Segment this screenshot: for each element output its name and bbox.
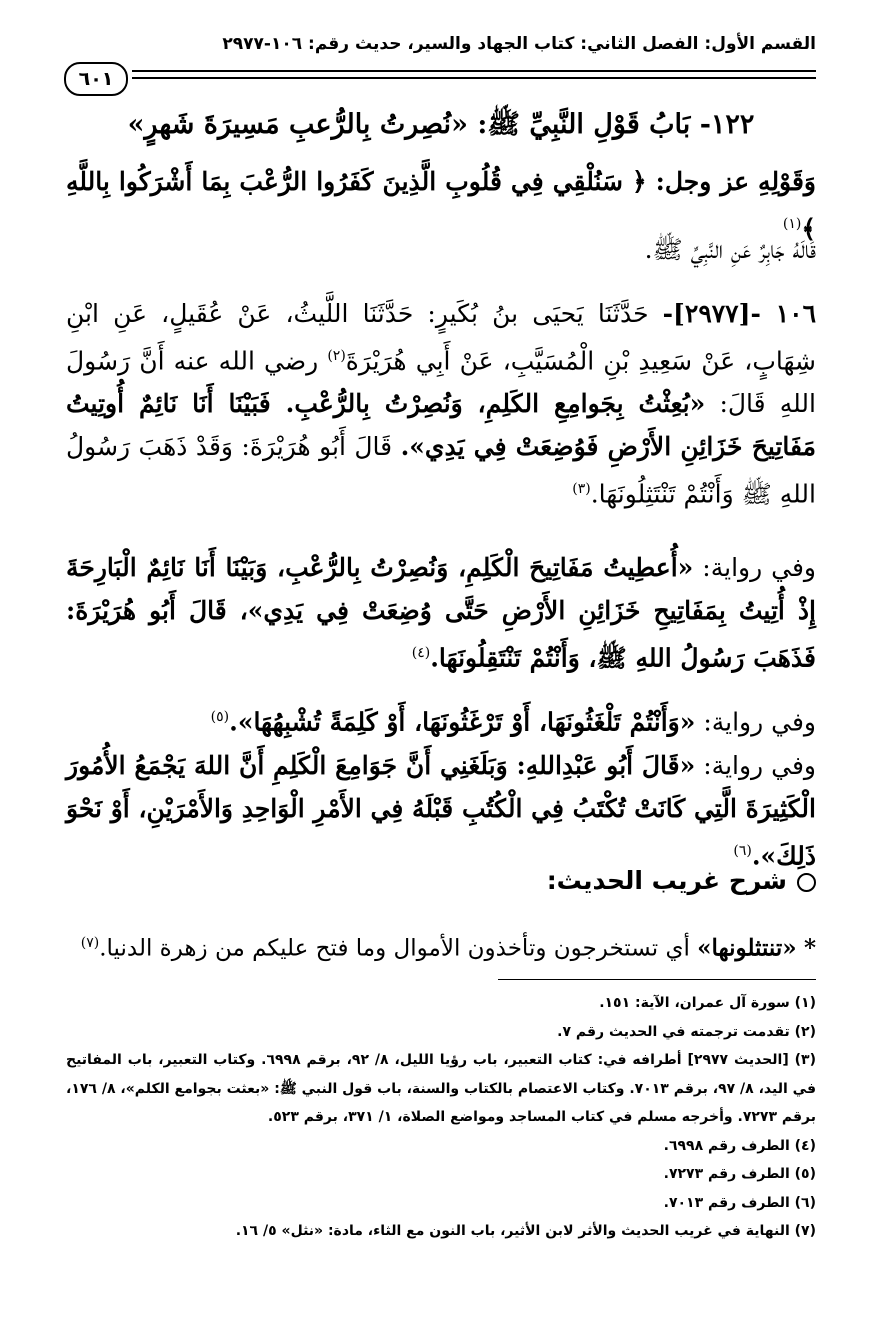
circle-bullet-icon: [797, 873, 816, 892]
sharh-definition: أي تستخرجون وتأخذون الأموال وما فتح عليكم من زهرة الدنيا.: [99, 935, 690, 962]
riwaya-3: [66, 744, 816, 877]
footnote-ref-1: (١): [782, 216, 802, 232]
footnote-7: (٧) النهاية في غريب الحديث والأثر لابن الأثير، باب النون مع الثاء، مادة: «نثل» ٥/ ١٦.: [235, 1223, 816, 1239]
sharh-entry: [66, 922, 816, 971]
riwaya-text: «قَالَ أَبُو عَبْدِاللهِ: وَبَلَغَنِي أَنَّ جَوَامِعَ الْكَلِمِ أَنَّ اللهَ يَجْمَعُ الأُمُورَ الْكَثِيرَةَ الَّتِي كَانَتْ تُكْتَبُ فِي الْكُتُبِ قَبْلَهُ فِي الأَمْرِ الْوَاحِدِ وَالأَمْرَيْنِ، أَوْ نَحْوَ ذَلِكَ».: [66, 751, 816, 871]
footnote-ref-7: (٧): [80, 935, 100, 951]
running-head: القسم الأول: الفصل الثاني: كتاب الجهاد والسير، حديث رقم: ١٠٦-٢٩٧٧: [222, 34, 816, 54]
riwaya-prefix: وفي رواية:: [703, 751, 816, 780]
riwaya-2: [66, 696, 816, 743]
header-rule-bottom: [132, 77, 816, 79]
footnote-ref-4: (٤): [411, 645, 431, 661]
sharh-heading-text: شرح غريب الحديث:: [546, 866, 787, 895]
riwaya-prefix: وفي رواية:: [703, 707, 816, 737]
hadith-isnad: حَدَّثَنَا يَحيَى بنُ بُكَيرٍ: حَدَّثَنَا اللَّيثُ، عَنْ عُقَيلٍ، عَنِ ابْنِ شِهَابٍ، عَنْ سَعِيدِ بْنِ الْمُسَيَّبِ، عَنْ أَبِي هُرَيْرَةَ: [66, 299, 816, 376]
footnote-2: (٢) تقدمت ترجمته في الحديث رقم ٧.: [557, 1023, 816, 1040]
chapter-title: ١٢٢- بَابُ قَوْلِ النَّبِيِّ ﷺ: «نُصِرتُ بِالرُّعبِ مَسِيرَةَ شَهرٍ»: [127, 109, 755, 140]
footnote-5: (٥) الطرف رقم ٧٢٧٣.: [663, 1166, 816, 1182]
intro-jabir-line: قَالَهُ جَابِرٌ عَنِ النَّبِيِّ ﷺ.: [644, 235, 816, 264]
footnote-6: (٦) الطرف رقم ٧٠١٣.: [663, 1194, 816, 1211]
footnote-1: (١) سورة آل عمران، الآية: ١٥١.: [599, 995, 816, 1011]
sharh-term: «تنتثلونها»: [697, 934, 797, 962]
riwaya-prefix: وفي رواية:: [702, 553, 816, 582]
quran-verse-text: وَقَوْلِهِ عز وجل: ﴿ سَنُلْقِي فِي قُلُوبِ الَّذِينَ كَفَرُوا الرُّعْبَ بِمَا أَشْرَكُوا بِاللَّهِ ﴾: [66, 167, 816, 244]
riwaya-1: [66, 546, 816, 679]
page-number: ٦٠١: [64, 62, 128, 96]
hadith-isnad-end: رضي الله عنه أَنَّ رَسُولَ اللهِ قَالَ:: [66, 346, 816, 419]
footnote-ref-5: (٥): [210, 709, 230, 725]
header-rule-top: [132, 70, 816, 72]
footnote-ref-3: (٣): [572, 481, 591, 498]
riwaya-text: «أُعطِيتُ مَفَاتِيحَ الْكَلِمِ، وَنُصِرْتُ بِالرُّعْبِ، وَبَيْنَا أَنَا نَائِمٌ الْبَارِحَةَ إِذْ أُتِيتُ بِمَفَاتِيحِ خَزَائِنِ الأَرْضِ حَتَّى وُضِعَتْ فِي يَدِي»، قَالَ أَبُو هُرَيْرَةَ: فَذَهَبَ رَسُولُ اللهِ ﷺ، وَأَنْتُمْ تَنْتَقِلُونَهَا.: [66, 553, 816, 673]
footnotes: [66, 989, 816, 1246]
footnote-ref-6: (٦): [733, 843, 752, 859]
hadith-comment: قَالَ أَبُو هُرَيْرَةَ: وَقَدْ ذَهَبَ رَسُولُ اللهِ ﷺ وَأَنْتُمْ تَنْتَثِلُونَهَا.: [66, 432, 816, 509]
hadith-number: ١٠٦ -[٢٩٧٧]-: [662, 299, 817, 328]
sharh-heading: [547, 866, 816, 895]
footnote-4: (٤) الطرف رقم ٦٩٩٨.: [663, 1137, 816, 1154]
riwaya-text: «وَأَنْتُمْ تَلْغَثُونَهَا، أَوْ تَرْغَثُونَهَا، أَوْ كَلِمَةً تُشْبِهُهَا».: [229, 707, 696, 737]
hadith-paragraph: [66, 292, 816, 516]
star-bullet-icon: *: [803, 934, 816, 962]
footnote-3: (٣) [الحديث ٢٩٧٧] أطرافه في: كتاب التعبير، باب رؤيا الليل، ٨/ ٩٢، برقم ٦٩٩٨. وكتاب التعبير، باب المفاتيح في اليد، ٨/ ٩٧، برقم ٧٠١٣. وكتاب الاعتصام بالكتاب والسنة، باب قول النبي ﷺ: «بعثت بجوامع الكلم»، ٨/ ١٧٦، برقم ٧٢٧٣. وأخرجه مسلم في كتاب المساجد ومواضع الصلاة، ١/ ٣٧١، برقم ٥٢٣.: [66, 1052, 816, 1125]
footnote-ref-2: (٢): [327, 348, 346, 364]
footnote-rule: [498, 979, 816, 980]
hadith-matn: «بُعِثْتُ بِجَوامِعِ الكَلِمِ، وَنُصِرْتُ بِالرُّعْبِ. فَبَيْنَا أَنَا نَائِمٌ أُوتِيتُ مَفَاتِيحَ خَزَائِنِ الأَرْضِ فَوُضِعَتْ فِي يَدِي».: [66, 389, 817, 462]
